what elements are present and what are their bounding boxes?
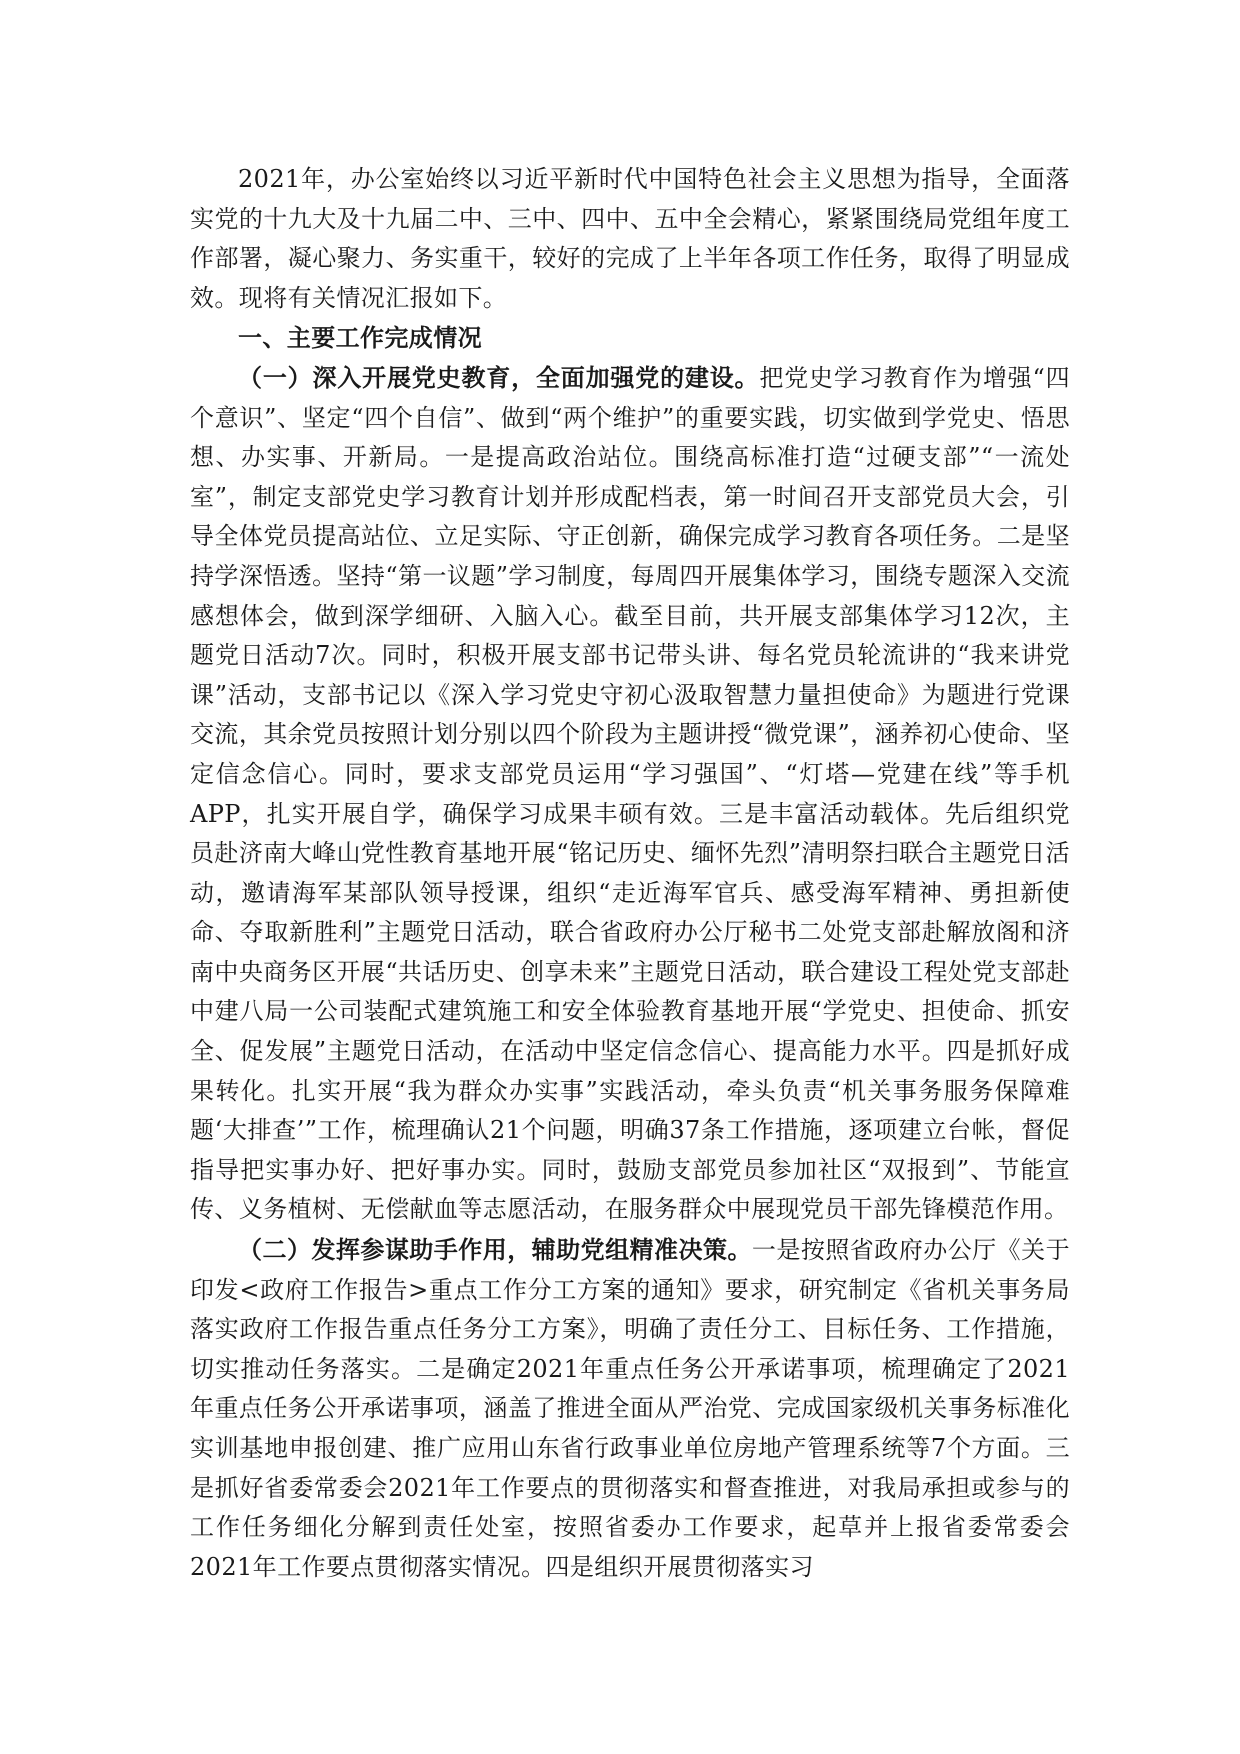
subsection-1-heading: （一）深入开展党史教育，全面加强党的建设。 <box>238 362 760 392</box>
section-heading: 一、主要工作完成情况 <box>238 323 482 353</box>
subsection-1-paragraph <box>190 358 1070 1230</box>
subsection-2-paragraph <box>190 1230 1070 1587</box>
subsection-1-body: 把党史学习教育作为增强“四个意识”、坚定“四个自信”、做到“两个维护”的重要实践，切实做到学党史、悟思想、办实事、开新局。一是提高政治站位。围绕高标准打造“过硬支部”“一流处室”，制定支部党史学习教育计划并形成配档表，第一时间召开支部党员大会，引导全体党员提高站位、立足实际、守正创新，确保完成学习教育各项任务。二是坚持学深悟透。坚持“第一议题”学习制度，每周四开展集体学习，围绕专题深入交流感想体会，做到深学细研、入脑入心。截至目前，共开展支部集体学习12次，主题党日活动7次。同时，积极开展支部书记带头讲、每名党员轮流讲的“我来讲党课”活动，支部书记以《深入学习党史守初心汲取智慧力量担使命》为题进行党课交流，其余党员按照计划分别以四个阶段为主题讲授“微党课”，涵养初心使命、坚定信念信心。同时，要求支部党员运用“学习强国”、“灯塔—党建在线”等手机APP，扎实开展自学，确保学习成果丰硕有效。三是丰富活动载体。先后组织党员赴济南大峰山党性教育基地开展“铭记历史、缅怀先烈”清明祭扫联合主题党日活动，邀请海军某部队领导授课，组织“走近海军官兵、感受海军精神、勇担新使命、夺取新胜利”主题党日活动，联合省政府办公厅秘书二处党支部赴解放阁和济南中央商务区开展“共话历史、创享未来”主题党日活动，联合建设工程处党支部赴中建八局一公司装配式建筑施工和安全体验教育基地开展“学党史、担使命、抓安全、促发展”主题党日活动，在活动中坚定信念信心、提高能力水平。四是抓好成果转化。扎实开展“我为群众办实事”实践活动，牵头负责“机关事务服务保障难题‘大排查’”工作，梳理确认21个问题，明确37条工作措施，逐项建立台帐，督促指导把实事办好、把好事办实。同时，鼓励支部党员参加社区“双报到”、节能宣传、义务植树、无偿献血等志愿活动，在服务群众中展现党员干部先锋模范作用。 <box>190 363 1070 1224</box>
document-page <box>190 160 1070 1587</box>
subsection-2-heading: （二）发挥参谋助手作用，辅助党组精准决策。 <box>238 1235 752 1265</box>
intro-paragraph: 2021年，办公室始终以习近平新时代中国特色社会主义思想为指导，全面落实党的十九大及十九届二中、三中、四中、五中全会精心，紧紧围绕局党组年度工作部署，凝心聚力、务实重干，较好的完成了上半年各项工作任务，取得了明显成效。现将有关情况汇报如下。 <box>190 165 1070 312</box>
subsection-2-body: 一是按照省政府办公厅《关于印发<政府工作报告>重点工作分工方案的通知》要求，研究制定《省机关事务局落实政府工作报告重点任务分工方案》，明确了责任分工、目标任务、工作措施，切实推动任务落实。二是确定2021年重点任务公开承诺事项，梳理确定了2021年重点任务公开承诺事项，涵盖了推进全面从严治党、完成国家级机关事务标准化实训基地申报创建、推广应用山东省行政事业单位房地产管理系统等7个方面。三是抓好省委常委会2021年工作要点的贯彻落实和督查推进，对我局承担或参与的工作任务细化分解到责任处室，按照省委办工作要求，起草并上报省委常委会2021年工作要点贯彻落实情况。四是组织开展贯彻落实习 <box>190 1236 1070 1581</box>
